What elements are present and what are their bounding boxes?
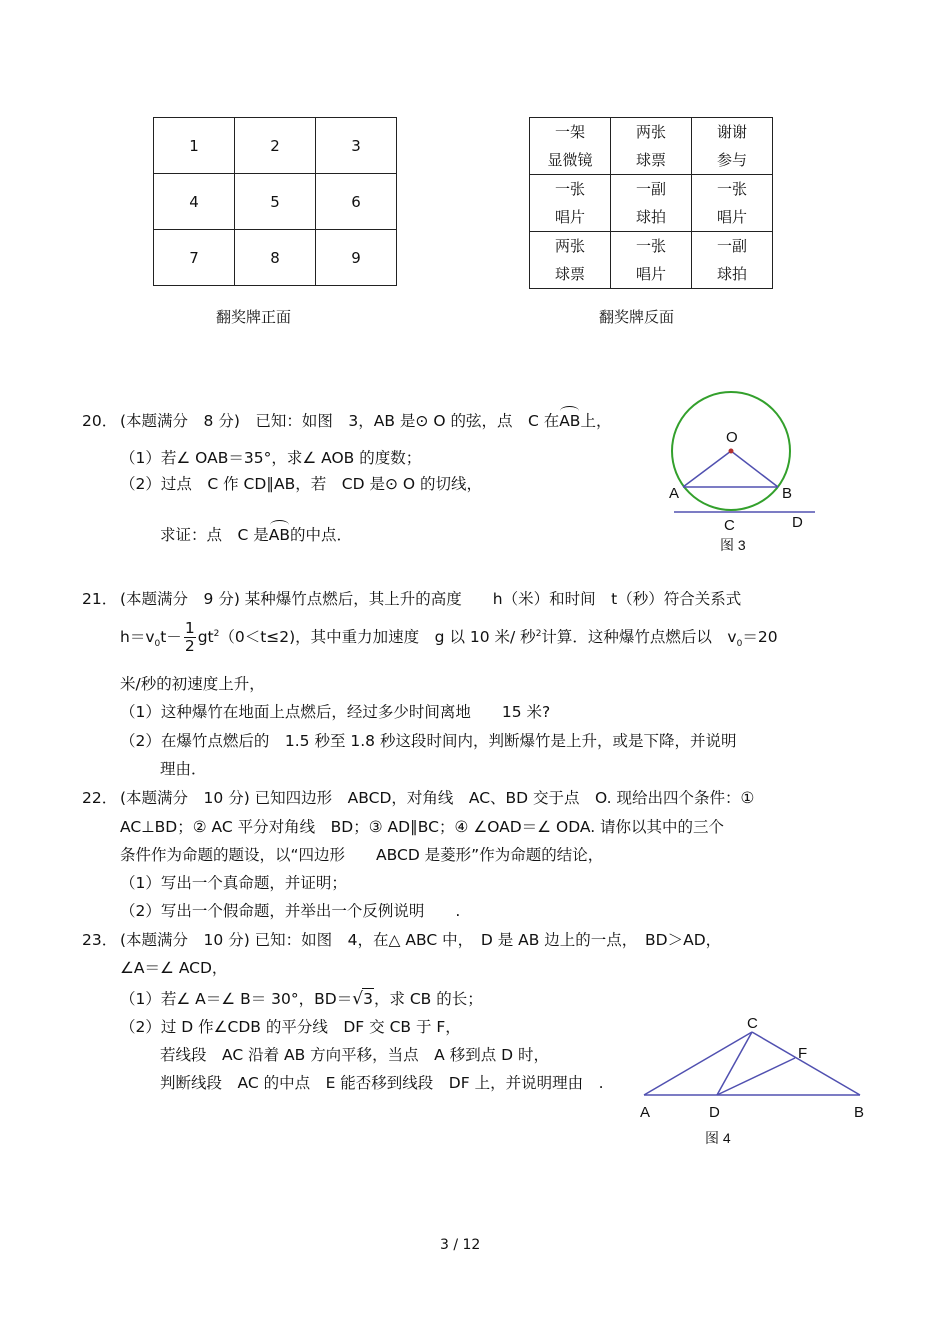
back-table [529,117,773,289]
label-d: D [792,514,803,531]
q21-part2: （2）在爆竹点燃后的 1.5 秒至 1.8 秒这段时间内，判断爆竹是上升，或是下降，并说明 [120,732,737,750]
q21-header: (本题满分 9 分) 某种爆竹点燃后，其上升的高度 h（米）和时间 t（秒）符合关系式 [120,590,742,608]
q23-header: (本题满分 10 分) 已知：如图 4，在△ ABC 中， D 是 AB 边上的一点， BD＞AD， [120,931,722,949]
figure-4 [630,1010,880,1155]
front-table [153,117,397,286]
table-cell: 9 [316,230,397,286]
table-row [530,118,773,175]
fraction-half: $\frac{1}{2}$ [184,619,195,655]
table-cell: 谢谢 参与 [692,118,773,175]
q22-part1: （1）写出一个真命题，并证明； [120,874,347,892]
q23-part2-line3: 判断线段 AC 的中点 E 能否移到线段 DF 上，并说明理由 . [160,1074,604,1092]
table-cell: 两张 球票 [530,232,611,289]
segment-cb [752,1032,860,1095]
q21-line3: 米/秒的初速度上升， [120,675,265,693]
label-a: A [640,1104,651,1121]
q20-part2: （2）过点 C 作 CD∥AB，若 CD 是⊙ O 的切线， [120,475,483,493]
table-cell: 一张 唱片 [611,232,692,289]
table-cell: 一张 唱片 [692,175,773,232]
figure-3 [660,385,830,560]
segment-df [717,1058,795,1095]
table-cell: 1 [154,118,235,174]
arc-ab: AB [268,526,291,544]
table-cell: 6 [316,174,397,230]
q22-line3: 条件作为命题的题设，以“四边形 ABCD 是菱形”作为命题的结论， [120,846,604,864]
table-row [154,230,397,286]
table-cell: 一副 球拍 [692,232,773,289]
q20-number: 20． [82,412,118,430]
q23-number: 23． [82,931,118,949]
figure-3-caption: 图 3 [720,537,746,553]
label-c: C [724,517,735,534]
table-cell: 8 [235,230,316,286]
table-cell: 一副 球拍 [611,175,692,232]
q22-number: 22． [82,789,118,807]
q23-part1: （1）若∠ A＝∠ B＝ 30°，BD＝√3，求 CB 的长； [120,989,483,1009]
back-table-caption: 翻奖牌反面 [599,308,675,326]
page-number: 3 / 12 [440,1237,481,1253]
radius-oa [683,451,731,487]
table-row [530,175,773,232]
q22-header: (本题满分 10 分) 已知四边形 ABCD，对角线 AC、BD 交于点 O. 现给出四个条件：① [120,789,755,807]
table-row [530,232,773,289]
q23-part2: （2）过 D 作∠CDB 的平分线 DF 交 CB 于 F， [120,1018,461,1036]
label-b: B [782,485,793,502]
arc-ab: AB [559,412,581,430]
table-cell: 5 [235,174,316,230]
q21-number: 21． [82,590,118,608]
table-cell: 一张 唱片 [530,175,611,232]
q22-part2: （2）写出一个假命题，并举出一个反例说明 . [120,902,461,920]
q21-part1: （1）这种爆竹在地面上点燃后，经过多少时间离地 15 米? [120,703,551,721]
q22-line2: AC⊥BD；② AC 平分对角线 BD；③ AD∥BC；④ ∠OAD＝∠ ODA. 请你以其中的三个 [120,818,725,836]
q23-line2: ∠A＝∠ ACD， [120,959,228,977]
front-table-caption: 翻奖牌正面 [216,308,292,326]
table-cell: 2 [235,118,316,174]
table-row [154,118,397,174]
radius-ob [731,451,778,487]
sqrt-3: 3 [363,990,373,1008]
figure-4-caption: 图 4 [705,1130,731,1146]
table-row [154,174,397,230]
table-cell: 一架 显微镜 [530,118,611,175]
table-cell: 两张 球票 [611,118,692,175]
label-a: A [669,485,680,502]
q20-part3: 求证：点 C 是AB的中点． [160,526,353,544]
q21-formula: $h=v_0t-$ $\frac{1}{2}$ $gt^2(0<t\le 2)$，其中重力加速度 g 以 10 米/ 秒$^2$计算．这种爆竹点燃后以 $v_0=20$ [120,619,778,655]
center-point [729,449,734,454]
label-o: O [726,429,738,446]
q23-part2-line2: 若线段 AC 沿着 AB 方向平移，当点 A 移到点 D 时， [160,1046,549,1064]
label-c: C [747,1015,758,1032]
q20-header: (本题满分 8 分) 已知：如图 3，AB 是⊙ O 的弦，点 C 在AB上， [120,412,612,430]
label-d: D [709,1104,720,1121]
table-cell: 3 [316,118,397,174]
table-cell: 4 [154,174,235,230]
label-f: F [798,1045,808,1062]
q20-part1: （1）若∠ OAB＝35°，求∠ AOB 的度数； [120,449,422,467]
q21-part2-cont: 理由． [160,760,207,778]
table-cell: 7 [154,230,235,286]
label-b: B [854,1104,865,1121]
